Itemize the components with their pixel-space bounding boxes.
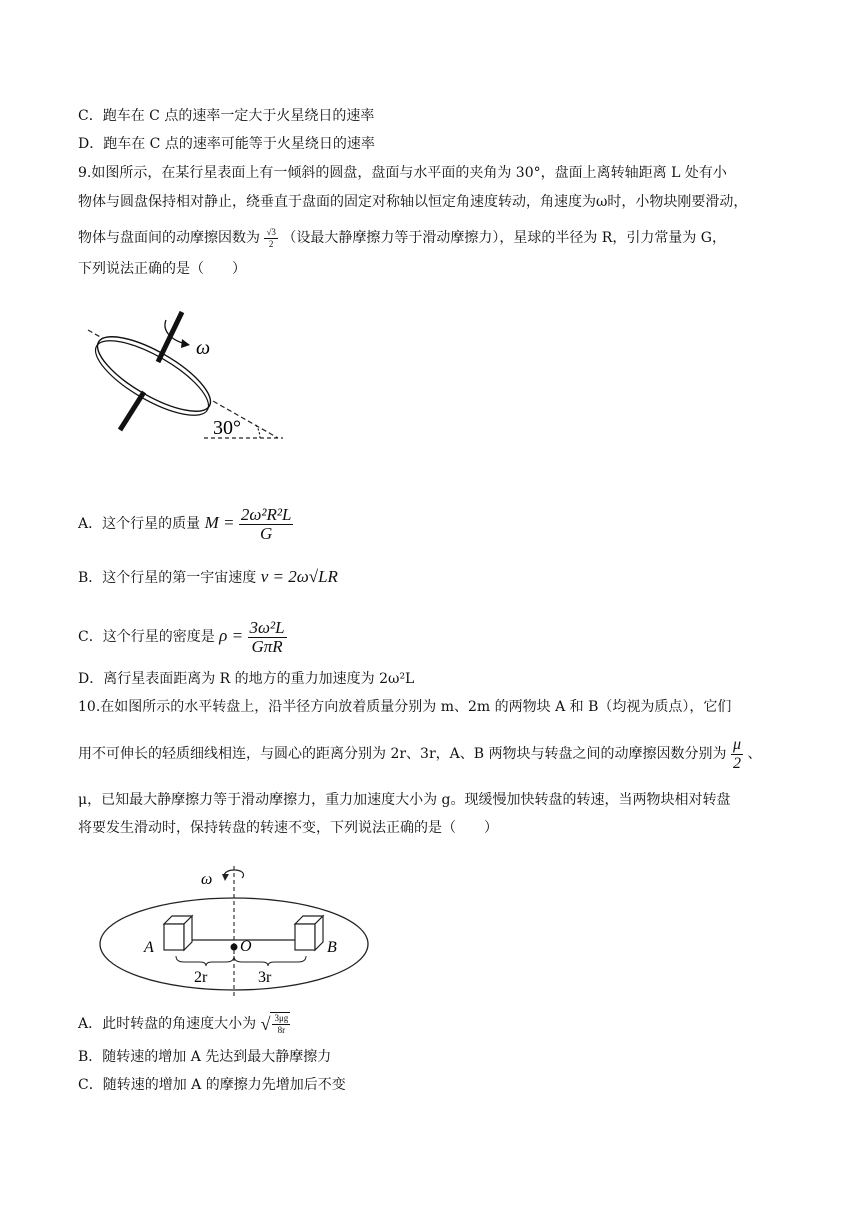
q10-mu-numerator: μ — [732, 735, 741, 753]
turntable-arrowhead-icon — [222, 874, 229, 881]
q10-stem-line1: 10.在如图所示的水平转盘上，沿半径方向放着质量分别为 m、2m 的两物块 A 和 B（均视为质点），它们 — [78, 699, 732, 715]
label-2r: 2r — [194, 969, 208, 986]
q10-option-a-pre: A．此时转盘的角速度大小为 — [78, 1016, 257, 1032]
axis-upper — [158, 312, 182, 362]
q9-option-c-pre: C．这个行星的密度是 — [78, 629, 215, 645]
axis-lower — [120, 392, 144, 430]
q9-mu-numerator: √3 — [266, 226, 276, 237]
q9-option-a-fraction — [239, 506, 294, 543]
q9-mu-denominator: 2 — [268, 238, 274, 249]
brace-2r — [176, 956, 234, 966]
q8-option-d: D．跑车在 C 点的速率可能等于火星绕日的速率 — [78, 136, 375, 152]
q10-option-a-denominator: 8r — [277, 1025, 286, 1035]
q9-mu-fraction — [264, 227, 277, 250]
q8-option-c: C．跑车在 C 点的速率一定大于火星绕日的速率 — [78, 108, 375, 124]
q9-stem-line3 — [78, 220, 726, 256]
q10-option-b: B．随转速的增加 A 先达到最大静摩擦力 — [78, 1049, 332, 1065]
brace-3r — [234, 956, 306, 966]
rotation-arrowhead-icon — [181, 339, 190, 348]
q9-stem-line4: 下列说法正确的是（ ） — [78, 261, 246, 277]
label-3r: 3r — [258, 969, 272, 986]
q9-option-b — [78, 567, 338, 588]
q10-stem-line4: 将要发生滑动时，保持转盘的转速不变，下列说法正确的是（ ） — [78, 820, 498, 836]
q9-option-a-lhs: M = — [204, 513, 235, 532]
q9-option-a-denominator: G — [260, 523, 273, 543]
label-a: A — [144, 939, 154, 956]
q10-option-a-fraction — [270, 1012, 290, 1036]
sqrt-symbol: √ — [260, 1014, 271, 1034]
q9-stem-line2: 物体与圆盘保持相对静止，绕垂直于盘面的固定对称轴以恒定角速度转动，角速度为ω时，小物块刚要滑动， — [78, 194, 748, 210]
q10-option-a-numerator: 3μg — [274, 1013, 289, 1023]
q10-stem-line2-post: 、 — [747, 746, 762, 762]
q9-option-a — [78, 500, 293, 547]
q10-option-c: C．随转速的增加 A 的摩擦力先增加后不变 — [78, 1077, 346, 1093]
turntable-figure — [94, 862, 374, 998]
q9-option-c — [78, 613, 287, 660]
block-b — [295, 916, 323, 950]
q9-stem-line1: 9.如图所示，在某行星表面上有一倾斜的圆盘，盘面与水平面的夹角为 30°，盘面上离转轴距离 L 处有小 — [78, 165, 727, 181]
q10-stem-line2 — [78, 734, 761, 774]
angle-label: 30° — [213, 417, 241, 439]
q9-option-a-numerator: 2ω²R²L — [240, 504, 292, 524]
q10-mu-fraction — [731, 736, 743, 773]
q9-option-b-math: v = 2ω√LR — [260, 567, 338, 586]
q10-stem-line2-pre: 用不可伸长的轻质细线相连，与圆心的距离分别为 2r、3r，A、B 两物块与转盘之间的动摩擦因数分别为 — [78, 746, 727, 762]
label-b: B — [327, 939, 337, 956]
q9-option-d: D．离行星表面距离为 R 的地方的重力加速度为 2ω²L — [78, 671, 415, 687]
q9-option-a-pre: A．这个行星的质量 — [78, 516, 201, 532]
block-a — [164, 916, 192, 950]
turntable-omega-label: ω — [201, 871, 213, 888]
q9-option-c-denominator: GπR — [251, 636, 283, 656]
q10-mu-denominator: 2 — [732, 754, 741, 772]
q9-stem-line3-post: （设最大静摩擦力等于滑动摩擦力），星球的半径为 R，引力常量为 G， — [282, 230, 726, 246]
center-point — [231, 944, 238, 951]
q9-stem-line3-pre: 物体与盘面间的动摩擦因数为 — [78, 230, 260, 246]
q10-stem-line3: μ，已知最大静摩擦力等于滑动摩擦力，重力加速度大小为 g。现缓慢加快转盘的转速，当两物块相对转盘 — [78, 792, 731, 808]
label-o: O — [240, 938, 252, 955]
omega-label: ω — [196, 337, 211, 359]
inclined-disk-figure — [78, 300, 298, 450]
q9-option-c-lhs: ρ = — [219, 626, 244, 645]
q9-option-b-pre: B．这个行星的第一宇宙速度 — [78, 570, 257, 586]
q9-option-c-fraction — [248, 619, 287, 656]
q9-option-c-numerator: 3ω²L — [249, 617, 285, 637]
q10-option-a — [78, 1010, 290, 1038]
